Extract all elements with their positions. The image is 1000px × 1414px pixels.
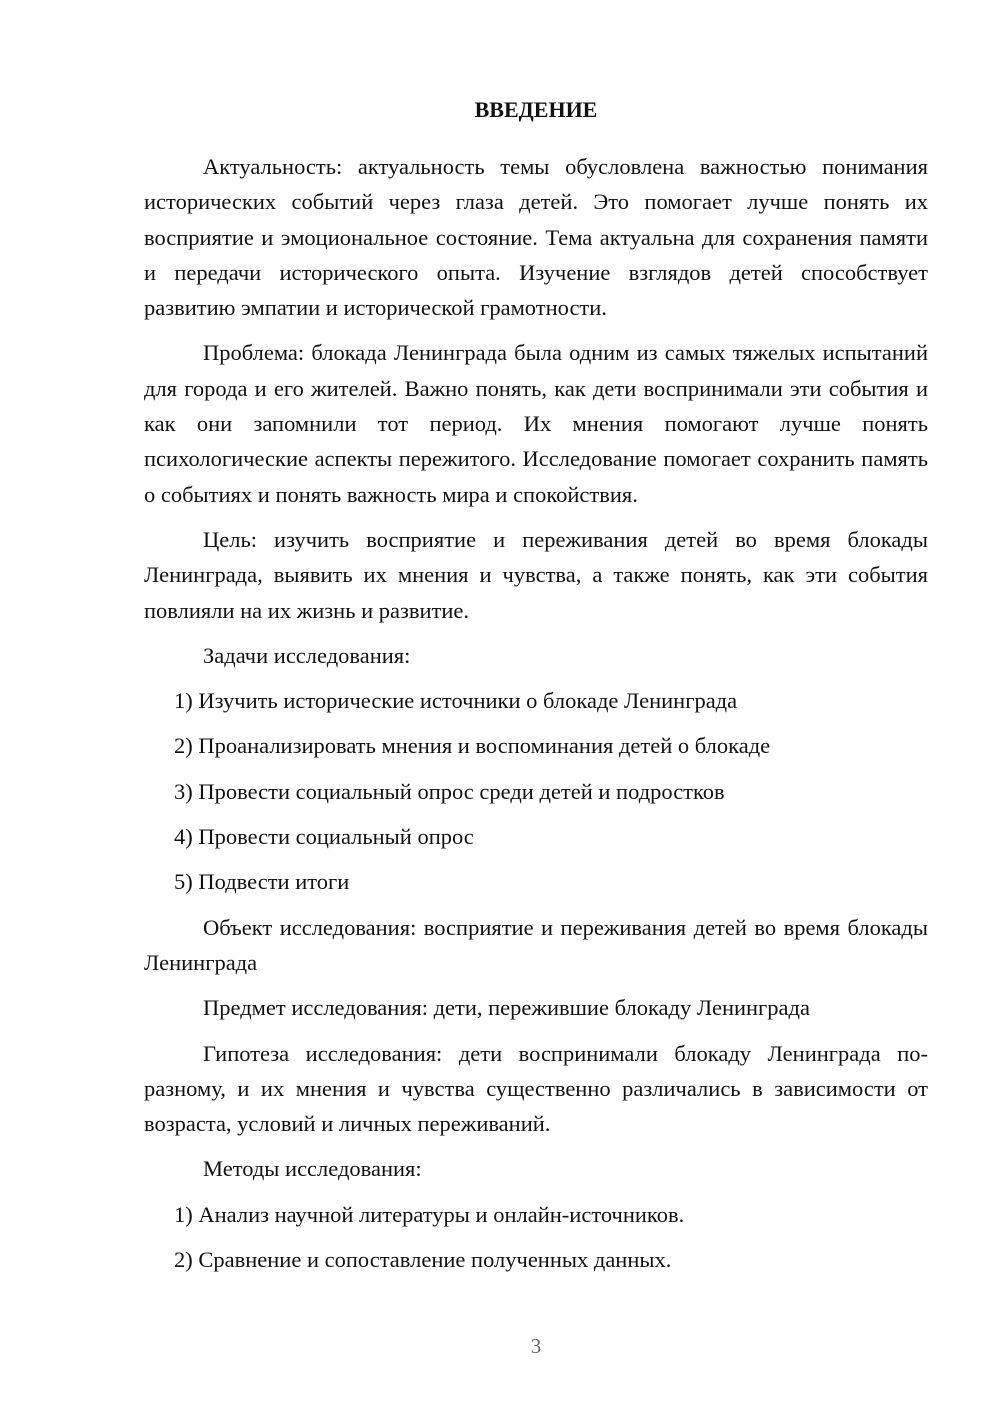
methods-list xyxy=(144,1197,928,1278)
subject-paragraph: Предмет исследования: дети, пережившие блокаду Ленинграда xyxy=(203,995,810,1021)
object-paragraph: Объект исследования: восприятие и переживания детей во время блокады Ленинграда xyxy=(144,914,928,975)
list-item: 4) Провести социальный опрос xyxy=(174,824,474,850)
goal-paragraph: Цель: изучить восприятие и переживания детей во время блокады Ленинграда, выявить их мнения и чувства, а также понять, как эти события повлияли на их жизнь и развитие. xyxy=(144,526,928,623)
hypothesis-paragraph: Гипотеза исследования: дети воспринимали блокаду Ленинграда по-разному, и их мнения и чувства существенно различались в зависимости от возраста, условий и личных переживаний. xyxy=(144,1040,928,1137)
list-item: 3) Провести социальный опрос среди детей и подростков xyxy=(174,778,725,804)
problem-paragraph: Проблема: блокада Ленинграда была одним из самых тяжелых испытаний для города и его жителей. Важно понять, как дети воспринимали эти события и как они запомнили тот период. Их мнения помогают лучше понять психологические аспекты пережитого. Исследование помогает сохранить память о событиях и понять важность мира и спокойствия. xyxy=(144,340,928,507)
section-heading: ВВЕДЕНИЕ xyxy=(474,97,598,122)
methods-heading: Методы исследования: xyxy=(203,1156,422,1182)
list-item: 1) Анализ научной литературы и онлайн-источников. xyxy=(174,1201,685,1227)
list-item: 5) Подвести итоги xyxy=(174,869,350,895)
list-item: 2) Проанализировать мнения и воспоминания детей о блокаде xyxy=(174,733,771,759)
tasks-list xyxy=(144,683,928,899)
relevance-paragraph: Актуальность: актуальность темы обусловлена важностью понимания исторических событий через глаза детей. Это помогает лучше понять их восприятие и эмоциональное состояние. Тема актуальна для сохранения памяти и передачи исторического опыта. Изучение взглядов детей способствует развитию эмпатии и исторической грамотности. xyxy=(144,154,928,321)
list-item: 1) Изучить исторические источники о блокаде Ленинграда xyxy=(174,688,738,714)
tasks-heading: Задачи исследования: xyxy=(203,642,411,668)
page-number: 3 xyxy=(530,1334,542,1358)
list-item: 2) Сравнение и сопоставление полученных данных. xyxy=(174,1247,672,1273)
page-content xyxy=(144,92,928,1287)
